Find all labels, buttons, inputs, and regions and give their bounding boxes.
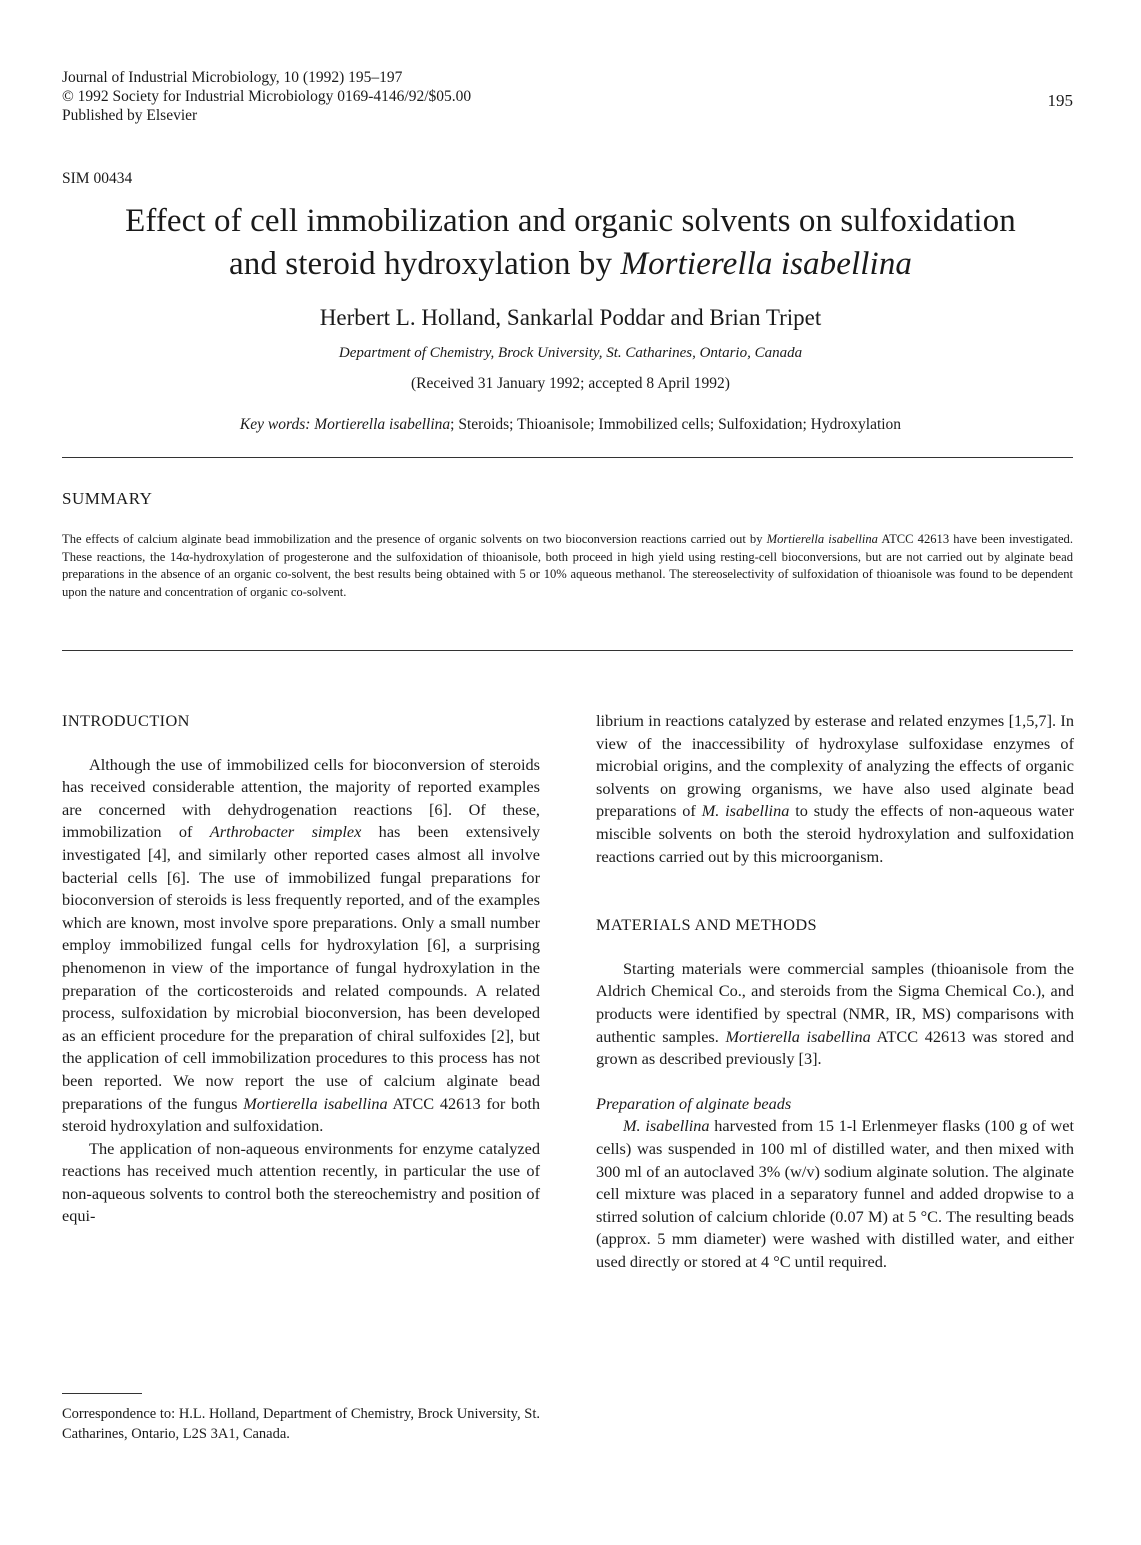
paper-title <box>40 200 1101 286</box>
left-column <box>62 710 540 1228</box>
correspondence-footnote: Correspondence to: H.L. Holland, Department of Chemistry, Brock University, St. Catharines, Ontario, L2S 3A1, Canada. <box>62 1406 540 1442</box>
summary-text: The effects of calcium alginate bead immobilization and the presence of organic solvents on two bioconversion reactions carried out by Mortierella isabellina ATCC 42613 have been investigated. These reactions, the 14α-hydroxylation of progesterone and the sulfoxidation of thioanisole, both proceed in high yield using resting-cell bioconversions, but are not carried out by alginate bead preparations in the absence of an organic co-solvent, the best results being obtained with 5 or 10% aqueous methanol. The stereoselectivity of sulfoxidation of thioanisole was found to be dependent upon the nature and concentration of organic co-solvent. <box>62 532 1073 599</box>
title-line-2: and steroid hydroxylation by Mortierella isabellina <box>228 246 913 282</box>
footnote-rule <box>62 1393 142 1394</box>
methods-heading: MATERIALS AND METHODS <box>596 915 817 935</box>
intro-paragraph-1: Although the use of immobilized cells for bioconversion of steroids has received considerable attention, the majority of reported examples are concerned with dehydrogenation reactions [6]. Of these, immobilization of Arthrobacter simplex has been extensively investigated [4], and similarly other reported cases almost all involve bacterial cells [6]. The use of immobilized fungal preparations for bioconversion of steroids is less frequently reported, and of the examples which are known, most involve spore preparations. Only a small number employ immobilized fungal cells for hydroxylation [6], a surprising phenomenon in view of the importance of fungal hydroxylation in the preparation of the corticosteroids and related compounds. A related process, sulfoxidation by microbial bioconversion, has been developed as an efficient procedure for the preparation of chiral sulfoxides [2], but the application of cell immobilization procedures to this process has not been reported. We now report the use of calcium alginate bead preparations of the fungus Mortierella isabellina ATCC 42613 for both steroid hydroxylation and sulfoxidation. <box>62 754 541 1136</box>
introduction-heading: INTRODUCTION <box>62 711 190 730</box>
journal-header <box>62 68 471 125</box>
keywords <box>40 416 1101 434</box>
keywords-label: Key words: <box>239 416 311 433</box>
methods-paragraph-2: M. isabellina harvested from 15 1-l Erlenmeyer flasks (100 g of wet cells) was suspended in 100 ml of distilled water, and then mixed with 300 ml of an autoclaved 3% (w/v) sodium alginate solution. The alginate cell mixture was placed in a separatory funnel and added dropwise to a stirred solution of calcium chloride (0.07 M) at 5 °C. The resulting beads (approx. 5 mm diameter) were washed with distilled water, and either used directly or stored at 4 °C until required. <box>596 1116 1075 1271</box>
methods-paragraph-1: Starting materials were commercial samples (thioanisole from the Aldrich Chemical Co., and steroids from the Sigma Chemical Co.), and products were identified by spectral (NMR, IR, MS) comparisons with authentic samples. Mortierella isabellina ATCC 42613 was stored and grown as described previously [3]. <box>596 958 1074 1069</box>
right-column <box>596 710 1074 1273</box>
title-line-1: Effect of cell immobilization and organic solvents on sulfoxidation <box>125 203 1016 239</box>
keyword-organism: Mortierella isabellina <box>314 416 451 433</box>
keywords-rest: ; Steroids; Thioanisole; Immobilized cells; Sulfoxidation; Hydroxylation <box>450 416 902 433</box>
affiliation: Department of Chemistry, Brock University, St. Catharines, Ontario, Canada <box>338 345 803 361</box>
authors: Herbert L. Holland, Sankarlal Poddar and Brian Tripet <box>319 305 822 330</box>
subsection-heading: Preparation of alginate beads <box>596 1093 792 1113</box>
intro-paragraph-2: The application of non-aqueous environments for enzyme catalyzed reactions has received much attention recently, in particular the use of non-aqueous solvents to control both the stereochemistry and position of equi- <box>62 1138 540 1226</box>
journal-citation: Journal of Industrial Microbiology, 10 (1992) 195–197 <box>62 69 403 86</box>
divider <box>62 650 1073 651</box>
divider <box>62 457 1073 458</box>
copyright-line: © 1992 Society for Industrial Microbiology 0169-4146/92/$05.00 <box>62 88 472 105</box>
intro-paragraph-2-continued: librium in reactions catalyzed by esterase and related enzymes [1,5,7]. In view of the inaccessibility of hydroxylase sulfoxidase enzymes of microbial origins, and the complexity of analyzing the effects of organic solvents on growing organisms, we have also used alginate bead preparations of M. isabellina to study the effects of non-aqueous water miscible solvents on both the steroid hydroxylation and sulfoxidation reactions carried out by this microorganism. <box>596 711 1074 866</box>
publisher-line: Published by Elsevier <box>62 107 198 124</box>
received-dates: (Received 31 January 1992; accepted 8 April 1992) <box>411 375 730 392</box>
page-number: 195 <box>1047 91 1073 110</box>
title-organism: Mortierella isabellina <box>620 246 913 282</box>
summary-heading: SUMMARY <box>62 489 153 508</box>
sim-id: SIM 00434 <box>62 170 133 187</box>
